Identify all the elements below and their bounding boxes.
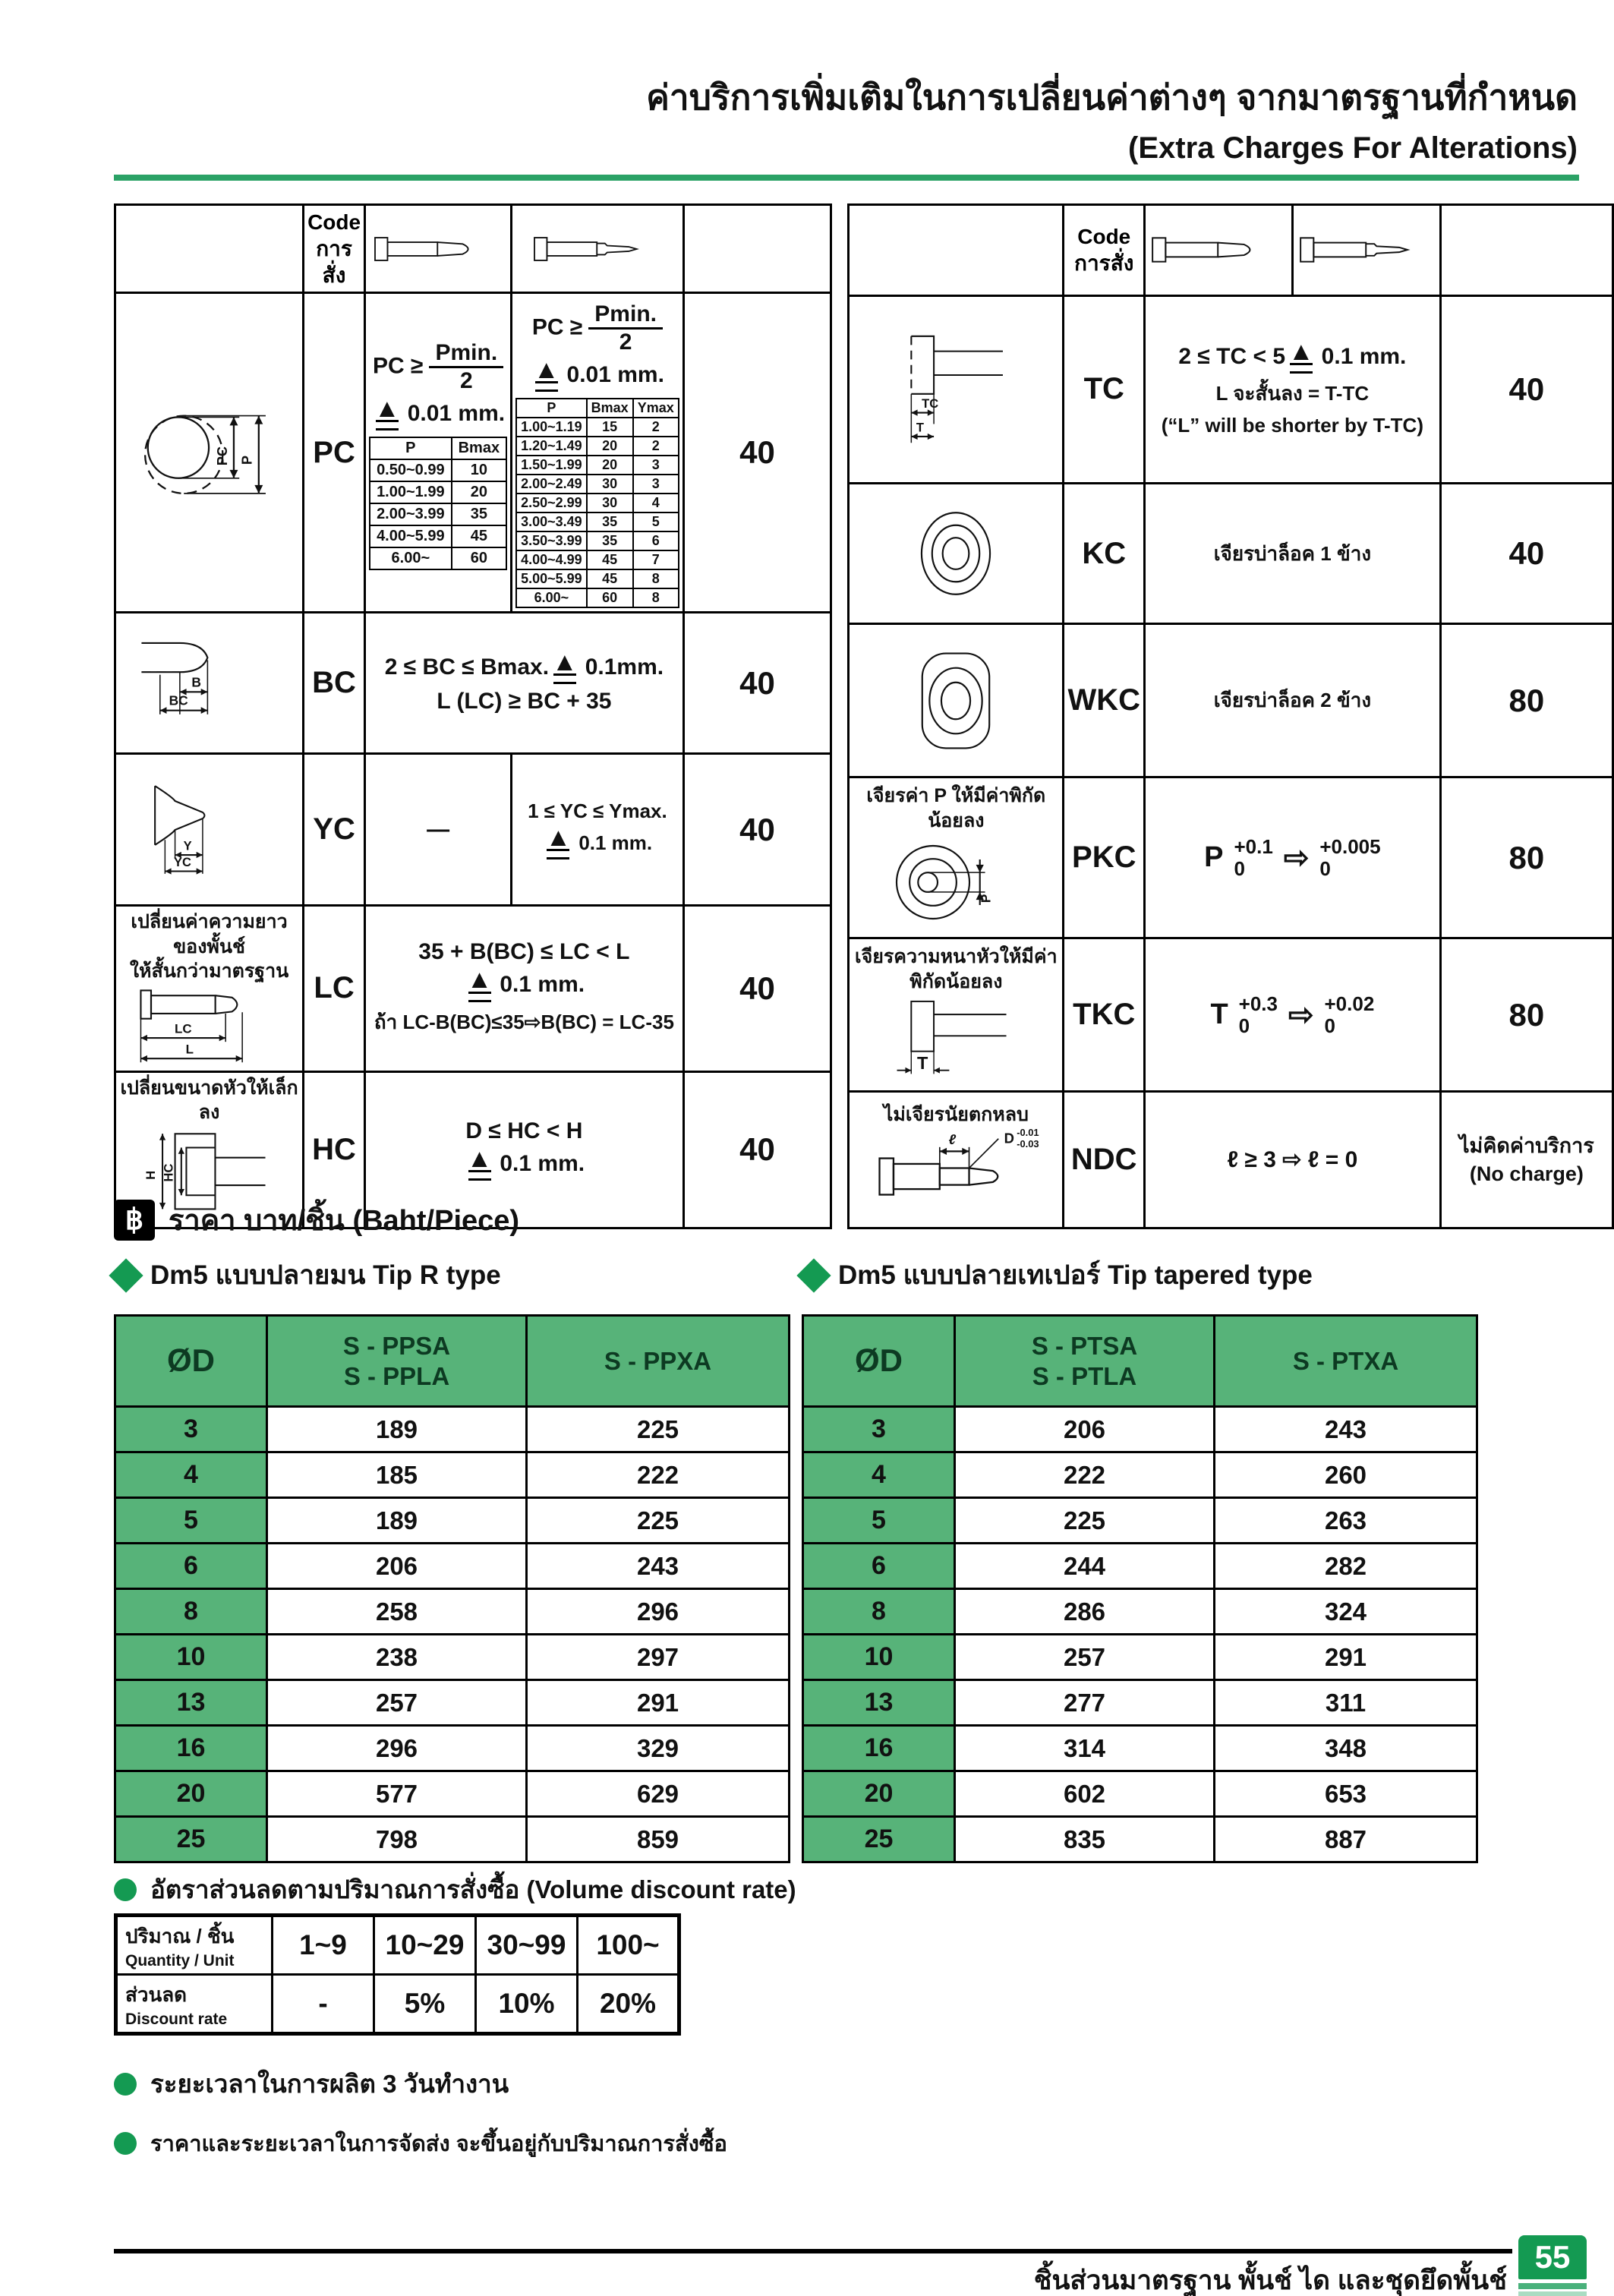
yc-tip-diagram bbox=[137, 773, 282, 887]
table-row: 6 206 243 bbox=[115, 1544, 790, 1589]
volume-discount-title: อัตราส่วนลดตามปริมาณการสั่งซื้อ (Volume discount rate) bbox=[150, 1875, 796, 1903]
code-kc: KC bbox=[1064, 483, 1145, 623]
table-row: 3 189 225 bbox=[115, 1407, 790, 1452]
pkc-spec: P +0.1 0 ⇨ +0.005 0 bbox=[1145, 777, 1441, 938]
lead-time-note: ระยะเวลาในการผลิต 3 วันทำงาน bbox=[114, 2064, 509, 2104]
hc-spec: D ≤ HC < H ▲ 0.1 mm. bbox=[365, 1071, 684, 1228]
price-hc: 40 bbox=[683, 1071, 831, 1228]
wkc-diagram-cell bbox=[849, 624, 1064, 777]
price-lc: 40 bbox=[683, 906, 831, 1072]
dm5-r-type-title: Dm5 แบบปลายมน Tip R type bbox=[150, 1260, 501, 1290]
svg-text:TC: TC bbox=[922, 396, 939, 411]
table-row: 6 244 282 bbox=[803, 1544, 1477, 1589]
svg-text:L: L bbox=[185, 1042, 194, 1057]
yc-spec-tapered: 1 ≤ YC ≤ Ymax. ▲ 0.1 mm. bbox=[512, 754, 684, 906]
hc-diagram-cell: เปลี่ยนขนาดหัวให้เล็กลง H HC bbox=[115, 1071, 304, 1228]
increment-arrow-icon: ▲ bbox=[467, 970, 493, 1001]
pc-spec-tapered: PC ≥ $\frac{Pmin.}{2}$ ▲ 0.01 mm. P Bmax Ymax 1.00~1.19 15 2 1.20~1.49 20 2 1.50~1.99 20 3 2.00~2.49 30 3 2.50~2.99 30 4 3.00~3.49 35 5 3.50~3.99 35 6 4.00~4.99 45 7 5.00~5.99 45 8 6.00~ 60 8 bbox=[512, 293, 684, 613]
table-row: 4 222 260 bbox=[803, 1452, 1477, 1498]
pc-bmax-table: P Bmax 0.50~0.99 10 1.00~1.99 20 2.00~3.99 35 4.00~5.99 45 6.00~ 60 bbox=[369, 437, 507, 570]
price-yc: 40 bbox=[683, 754, 831, 906]
header-pin-tapered-icon bbox=[512, 205, 684, 293]
round-tip-pin-icon bbox=[373, 231, 503, 267]
table-row: 25 835 887 bbox=[803, 1817, 1477, 1862]
baht-price-title: ราคา บาท/ชิ้น (Baht/Piece) bbox=[169, 1205, 520, 1237]
baht-price-section-header bbox=[114, 1197, 519, 1243]
page-title-english: (Extra Charges For Alterations) bbox=[1128, 131, 1578, 165]
quantity-label: ปริมาณ / ชิ้น Quantity / Unit bbox=[116, 1916, 273, 1975]
bc-diagram-cell bbox=[115, 613, 304, 754]
table-row: 16 314 348 bbox=[803, 1726, 1477, 1771]
price-tc: 40 bbox=[1440, 295, 1612, 483]
volume-discount-table bbox=[114, 1913, 681, 2036]
col-header-diameter: ØD bbox=[115, 1316, 267, 1407]
shipping-note: ราคาและระยะเวลาในการจัดส่ง จะขึ้นอยู่กับปริมาณการสั่งซื้อ bbox=[114, 2126, 727, 2161]
svg-text:D: D bbox=[1004, 1130, 1015, 1146]
code-yc: YC bbox=[304, 754, 365, 906]
svg-text:Y: Y bbox=[183, 838, 192, 853]
svg-text:P: P bbox=[238, 456, 255, 465]
pkc-diagram-cell: เจียรค่า P ให้มีค่าพิกัดน้อยลง P bbox=[849, 777, 1064, 938]
col-header-ppxa: S - PPXA bbox=[527, 1316, 790, 1407]
yc-diagram-cell bbox=[115, 754, 304, 906]
pc-spec-round: PC ≥ $\frac{Pmin.}{2}$ ▲ 0.01 mm. P Bmax 0.50~0.99 10 1.00~1.99 20 2.00~3.99 35 4.00~5.99 45 6.00~ 60 bbox=[365, 293, 512, 613]
ndc-relief-diagram bbox=[872, 1128, 1039, 1217]
header-pin-round-icon bbox=[1145, 205, 1293, 296]
circle-bullet-icon bbox=[114, 2132, 137, 2155]
dm5-r-type-table bbox=[114, 1314, 790, 1863]
increment-arrow-icon: ▲ bbox=[534, 360, 560, 392]
code-tkc: TKC bbox=[1064, 938, 1145, 1092]
table-row: 8 258 296 bbox=[115, 1589, 790, 1635]
svg-text:B: B bbox=[191, 674, 201, 690]
price-tkc: 80 bbox=[1440, 938, 1612, 1092]
tkc-diagram-cell: เจียรความหนาหัวให้มีค่าพิกัดน้อยลง T bbox=[849, 938, 1064, 1092]
alteration-table-left bbox=[114, 203, 832, 1229]
pc-bmax-ymax-table: P Bmax Ymax 1.00~1.19 15 2 1.20~1.49 20 2 1.50~1.99 20 3 2.00~2.49 30 3 2.50~2.99 30 4 3.00~3.49 35 5 3.50~3.99 35 6 4.00~4.99 45 7 5.00~5.99 45 8 6.00~ 60 8 bbox=[515, 398, 679, 608]
page-title bbox=[646, 70, 1578, 166]
pc-diameter-diagram bbox=[130, 392, 289, 513]
price-pc: 40 bbox=[683, 293, 831, 613]
svg-text:P: P bbox=[978, 894, 994, 904]
tc-head-thickness-diagram bbox=[884, 325, 1028, 454]
circle-bullet-icon bbox=[114, 2073, 137, 2096]
tab-stripe bbox=[1518, 2291, 1587, 2296]
increment-arrow-icon: ▲ bbox=[467, 1149, 493, 1181]
table-row: 13 257 291 bbox=[115, 1680, 790, 1726]
col-header-ptsa-ptla: S - PTSA S - PTLA bbox=[955, 1316, 1215, 1407]
code-ndc: NDC bbox=[1064, 1092, 1145, 1228]
svg-text:T: T bbox=[916, 420, 925, 435]
pc-diagram-cell bbox=[115, 293, 304, 613]
diamond-bullet-icon bbox=[109, 1258, 143, 1292]
svg-text:LC: LC bbox=[174, 1020, 192, 1036]
lc-diagram-cell: เปลี่ยนค่าความยาวของพั้นช์ ให้สั้นกว่ามาตรฐาน LC L bbox=[115, 906, 304, 1072]
pkc-precision-diagram bbox=[887, 833, 1024, 932]
discount-rate-row: ส่วนลด Discount rate - 5% 10% 20% bbox=[116, 1975, 679, 2034]
round-tip-pin-icon bbox=[1150, 232, 1287, 268]
tc-diagram-cell bbox=[849, 295, 1064, 483]
dm5-tapered-type-title-row bbox=[802, 1254, 1476, 1296]
tkc-head-grind-diagram bbox=[887, 994, 1024, 1085]
header-pin-round-icon bbox=[365, 205, 512, 293]
kc-spec: เจียรบ่าล็อค 1 ข้าง bbox=[1145, 483, 1441, 623]
page-number: 55 bbox=[1518, 2235, 1587, 2279]
dm5-r-type-section bbox=[114, 1254, 788, 1863]
increment-arrow-icon: ▲ bbox=[546, 828, 572, 859]
price-kc: 40 bbox=[1440, 483, 1612, 623]
svg-text:-0.01: -0.01 bbox=[1017, 1127, 1039, 1138]
svg-text:H: H bbox=[143, 1170, 158, 1180]
table-row: 16 296 329 bbox=[115, 1726, 790, 1771]
svg-text:T: T bbox=[917, 1053, 928, 1074]
diamond-bullet-icon bbox=[796, 1258, 831, 1292]
footer-section-title: ชิ้นส่วนมาตรฐาน พั้นช์ ได และชุดยึดพั้นช์ bbox=[1033, 2266, 1507, 2295]
dm5-tapered-type-title: Dm5 แบบปลายเทเปอร์ Tip tapered type bbox=[838, 1260, 1313, 1290]
page-number-tab bbox=[1518, 2235, 1587, 2296]
table-row: 13 277 311 bbox=[803, 1680, 1477, 1726]
increment-arrow-icon: ▲ bbox=[1288, 342, 1314, 374]
ndc-diagram-cell: ไม่เจียรนัยตกหลบ ℓ D -0.01 -0.03 bbox=[849, 1092, 1064, 1228]
price-wkc: 80 bbox=[1440, 624, 1612, 777]
circle-bullet-icon bbox=[114, 1878, 137, 1901]
alteration-table-right bbox=[847, 203, 1614, 1229]
tapered-tip-pin-icon bbox=[1298, 232, 1435, 268]
code-pc: PC bbox=[304, 293, 365, 613]
change-arrow-icon: ⇨ bbox=[1283, 840, 1310, 875]
svg-text:BC: BC bbox=[169, 692, 188, 708]
tab-stripe bbox=[1518, 2283, 1587, 2289]
header-price: ค่าบริการ/ชิ้น(บาท) (Baht/Piece) bbox=[683, 205, 831, 293]
footer-divider bbox=[114, 2249, 1512, 2253]
price-pkc: 80 bbox=[1440, 777, 1612, 938]
svg-text:-0.03: -0.03 bbox=[1017, 1137, 1039, 1150]
table-row: 10 257 291 bbox=[803, 1635, 1477, 1680]
col-header-diameter: ØD bbox=[803, 1316, 955, 1407]
kc-diagram-cell bbox=[849, 483, 1064, 623]
svg-text:YC: YC bbox=[173, 854, 191, 869]
baht-icon: ฿ bbox=[114, 1200, 155, 1241]
yc-spec-round: — bbox=[365, 754, 512, 906]
code-wkc: WKC bbox=[1064, 624, 1145, 777]
change-arrow-icon: ⇨ bbox=[1288, 998, 1314, 1032]
table-row: 10 238 297 bbox=[115, 1635, 790, 1680]
wkc-double-lock-diagram bbox=[906, 644, 1005, 758]
header-alterations: ลักษณะการเปลี่ยนแปลง (Alterations) bbox=[849, 205, 1064, 296]
svg-text:PC: PC bbox=[213, 446, 230, 466]
volume-discount-header bbox=[114, 1869, 796, 1910]
header-price: ค่าบริการ/ชิ้น(บาท) (Baht/Piece) bbox=[1440, 205, 1612, 296]
dm5-r-type-title-row bbox=[114, 1254, 788, 1296]
lc-spec: 35 + B(BC) ≤ LC < L ▲ 0.1 mm. ถ้า LC-B(BC)≤35⇨B(BC) = LC-35 bbox=[365, 906, 684, 1072]
code-bc: BC bbox=[304, 613, 365, 754]
col-header-ptxa: S - PTXA bbox=[1215, 1316, 1477, 1407]
header-alterations: ลักษณะการเปลี่ยนแปลง (Alterations) bbox=[115, 205, 304, 293]
code-tc: TC bbox=[1064, 295, 1145, 483]
tc-spec: 2 ≤ TC < 5 ▲ 0.1 mm. L จะสั้นลง = T-TC (“L” will be shorter by T-TC) bbox=[1145, 295, 1441, 483]
bc-spec: 2 ≤ BC ≤ Bmax. ▲ 0.1mm. L (LC) ≥ BC + 35 bbox=[365, 613, 684, 754]
dm5-tapered-type-table bbox=[802, 1314, 1478, 1863]
quantity-row: ปริมาณ / ชิ้น Quantity / Unit 1~9 10~29 30~99 100~ bbox=[116, 1916, 679, 1975]
price-bc: 40 bbox=[683, 613, 831, 754]
lc-length-diagram bbox=[130, 984, 289, 1068]
table-row: 20 602 653 bbox=[803, 1771, 1477, 1817]
alteration-tables bbox=[114, 203, 1614, 1229]
kc-lock-shoulder-diagram bbox=[906, 500, 1005, 607]
code-pkc: PKC bbox=[1064, 777, 1145, 938]
tapered-tip-pin-icon bbox=[532, 231, 663, 267]
header-order-code: Code การสั่ง bbox=[1064, 205, 1145, 296]
header-order-code: Code การสั่ง bbox=[304, 205, 365, 293]
wkc-spec: เจียรบ่าล็อค 2 ข้าง bbox=[1145, 624, 1441, 777]
page-title-thai: ค่าบริการเพิ่มเติมในการเปลี่ยนค่าต่างๆ จากมาตรฐานที่กำหนด bbox=[646, 77, 1578, 117]
table-row: 4 185 222 bbox=[115, 1452, 790, 1498]
svg-text:HC: HC bbox=[160, 1163, 175, 1182]
header-pin-tapered-icon bbox=[1292, 205, 1440, 296]
svg-text:ℓ: ℓ bbox=[948, 1131, 957, 1147]
dm5-tapered-type-section bbox=[802, 1254, 1476, 1863]
discount-rate-label: ส่วนลด Discount rate bbox=[116, 1975, 273, 2034]
title-divider bbox=[114, 175, 1579, 181]
price-ndc: ไม่คิดค่าบริการ (No charge) bbox=[1440, 1092, 1612, 1228]
code-lc: LC bbox=[304, 906, 365, 1072]
table-row: 20 577 629 bbox=[115, 1771, 790, 1817]
tkc-spec: T +0.3 0 ⇨ +0.02 0 bbox=[1145, 938, 1441, 1092]
code-hc: HC bbox=[304, 1071, 365, 1228]
table-row: 8 286 324 bbox=[803, 1589, 1477, 1635]
table-row: 5 189 225 bbox=[115, 1498, 790, 1544]
increment-arrow-icon: ▲ bbox=[552, 652, 578, 684]
ndc-spec: ℓ ≥ 3 ⇨ ℓ = 0 bbox=[1145, 1092, 1441, 1228]
table-row: 3 206 243 bbox=[803, 1407, 1477, 1452]
increment-arrow-icon: ▲ bbox=[374, 399, 400, 430]
table-row: 5 225 263 bbox=[803, 1498, 1477, 1544]
col-header-ppsa-ppla: S - PPSA S - PPLA bbox=[267, 1316, 527, 1407]
bc-shank-diagram bbox=[134, 630, 285, 736]
table-row: 25 798 859 bbox=[115, 1817, 790, 1862]
